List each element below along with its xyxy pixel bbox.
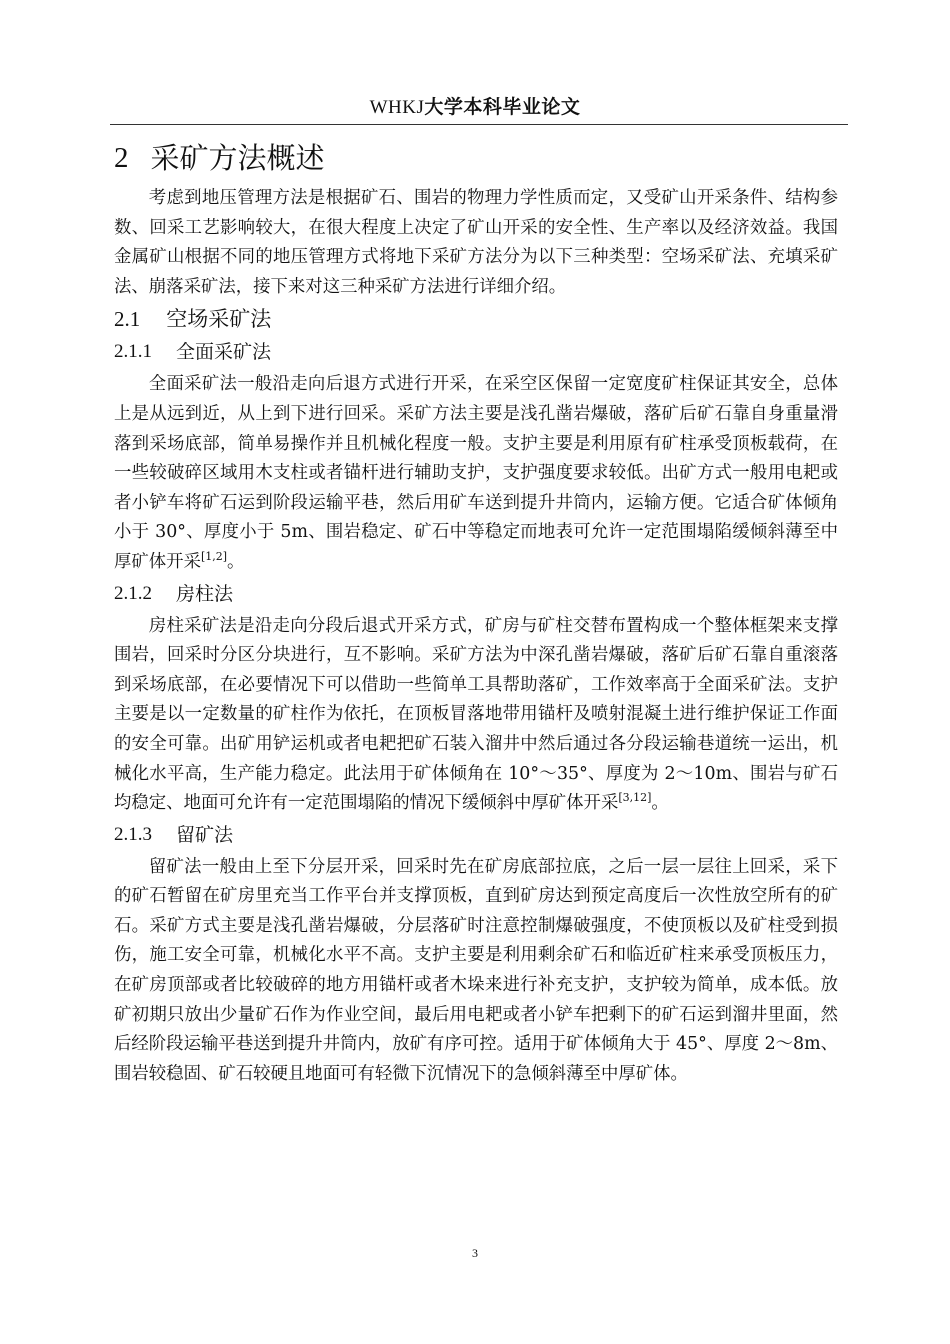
paragraph-text: 全面采矿法一般沿走向后退方式进行开采，在采空区保留一定宽度矿柱保证其安全，总体上是从远到近，从上到下进行回采。采矿方法主要是浅孔凿岩爆破，落矿后矿石靠自身重量滑落到采场底部，简单易操作并且机械化程度一般。支护主要是利用原有矿柱承受顶板载荷，在一些较破碎区域用木支柱或者锚杆进行辅助支护，支护强度要求较低。出矿方式一般用电耙或者小铲车将矿石运到阶段运输平巷，然后用矿车送到提升井筒内，运输方便。它适合矿体倾角小于 30°、厚度小于 5m、围岩稳定、矿石中等稳定而地表可允许一定范围塌陷缓倾斜薄至中厚矿体开采 [114,374,838,572]
subsection-paragraph [114,370,838,577]
subsection-number: 2.1.2 [114,582,152,604]
subsection-title: 全面采矿法 [176,341,272,364]
subsection-paragraph [114,853,838,1090]
paragraph-text: 房柱采矿法是沿走向分段后退式开采方式，矿房与矿柱交替布置构成一个整体框架来支撑围岩，回采时分区分块进行，互不影响。采矿方法为中深孔凿岩爆破，落矿后矿石靠自重滚落到采场底部，在必要情况下可以借助一些简单工具帮助落矿，工作效率高于全面采矿法。支护主要是以一定数量的矿柱作为依托，在顶板冒落地带用锚杆及喷射混凝土进行维护保证工作面的安全可靠。出矿用铲运机或者电耙把矿石装入溜井中然后通过各分段运输巷道统一运出，机械化水平高，生产能力稳定。此法用于矿体倾角在 10°～35°、厚度为 2～10m、围岩与矿石均稳定、地面可允许有一定范围塌陷的情况下缓倾斜中厚矿体开采 [114,615,838,814]
subsection-title: 留矿法 [176,823,234,846]
section-title: 空场采矿法 [166,307,272,332]
subsection-number: 2.1.1 [114,341,152,363]
paragraph-end: 。 [227,551,245,572]
citation: [3,12] [618,791,652,805]
header-abbrev: WHKJ [369,97,425,118]
subsection-number: 2.1.3 [114,823,152,845]
main-content [114,138,838,1089]
citation: [1,2] [200,550,228,564]
header-title: 大学本科毕业论文 [424,96,581,118]
page-number: 3 [472,1246,478,1260]
paragraph-text: 留矿法一般由上至下分层开采，回采时先在矿房底部拉底，之后一层一层往上回采，采下的矿石暂留在矿房里充当工作平台并支撑顶板，直到矿房达到预定高度后一次性放空所有的矿石。采矿方式主要是浅孔凿岩爆破，分层落矿时注意控制爆破强度，不使顶板以及矿柱受到损伤，施工安全可靠，机械化水平不高。支护主要是利用剩余矿石和临近矿柱来承受顶板压力，在矿房顶部或者比较破碎的地方用锚杆或者木垛来进行补充支护，支护较为简单，成本低。放矿初期只放出少量矿石作为作业空间，最后用电耙或者小铲车把剩下的矿石运到溜井里面，然后经阶段运输平巷送到提升井筒内，放矿有序可控。适用于矿体倾角大于 45°、厚度 2～8m、围岩较稳固、矿石较硬且地面可有轻微下沉情况下的急倾斜薄至中厚矿体。 [114,856,838,1084]
chapter-title: 采矿方法概述 [150,141,325,175]
subsection-title: 房柱法 [176,582,234,605]
subsection-heading [114,580,838,608]
chapter-number: 2 [114,142,129,174]
paragraph-end: 。 [651,793,669,814]
chapter-heading [114,138,838,178]
section-number: 2.1 [114,307,141,332]
subsection-heading [114,338,838,366]
subsection-heading [114,821,838,849]
section-heading [114,304,838,334]
header-rule [110,124,848,125]
subsection-paragraph [114,612,838,819]
chapter-intro-paragraph: 考虑到地压管理方法是根据矿石、围岩的物理力学性质而定，又受矿山开采条件、结构参数、回采工艺影响较大，在很大程度上决定了矿山开采的安全性、生产率以及经济效益。我国金属矿山根据不同的地压管理方式将地下采矿方法分为以下三种类型：空场采矿法、充填采矿法、崩落采矿法，接下来对这三种采矿方法进行详细介绍。 [114,188,838,297]
running-header [0,94,950,121]
